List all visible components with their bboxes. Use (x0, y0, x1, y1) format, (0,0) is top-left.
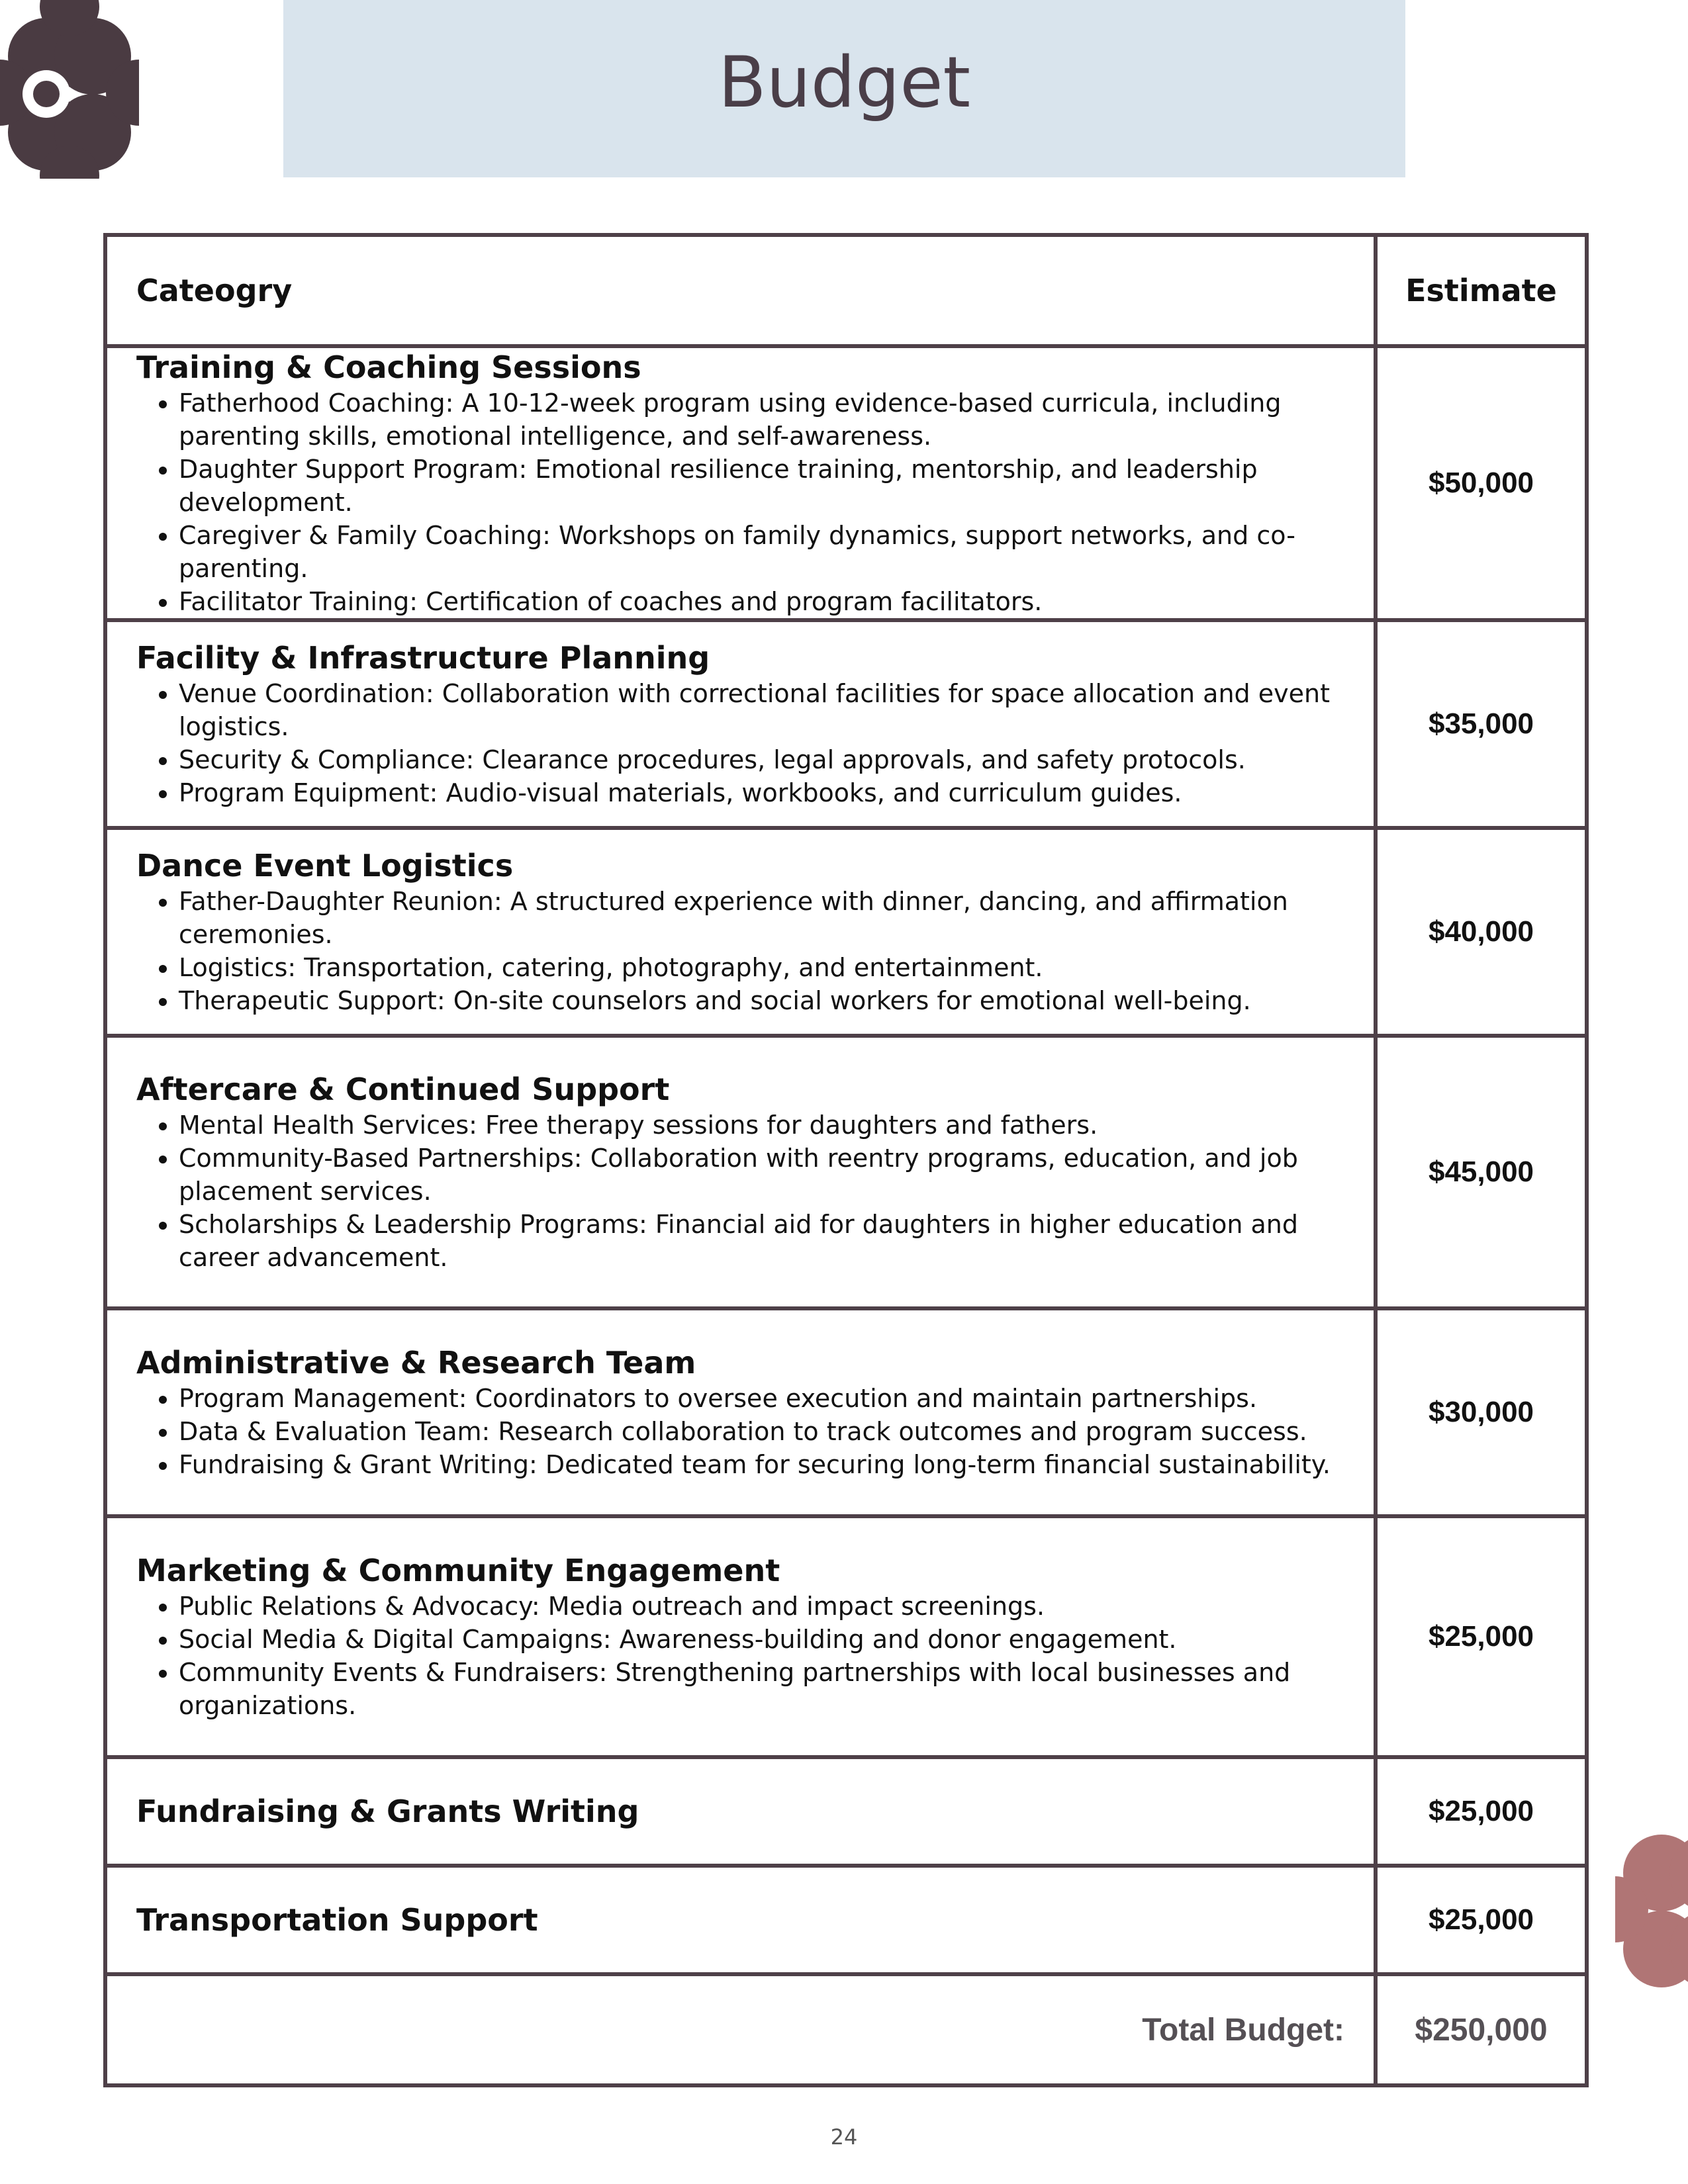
estimate-value: $35,000 (1376, 620, 1587, 828)
budget-table (103, 233, 1589, 2087)
estimate-value: $25,000 (1376, 1757, 1587, 1866)
category-cell (105, 620, 1376, 828)
list-item: • Logistics: Transportation, catering, photography, and entertainment. (179, 951, 1354, 984)
table-row (105, 1036, 1587, 1308)
total-budget-value: $250,000 (1376, 1974, 1587, 2085)
list-item: • Scholarships & Leadership Programs: Financial aid for daughters in higher education and career advancement. (179, 1208, 1354, 1274)
category-title: Facility & Infrastructure Planning (136, 640, 710, 676)
column-header-category: Cateogry (105, 235, 1376, 346)
estimate-value: $40,000 (1376, 828, 1587, 1036)
table-row (105, 1308, 1587, 1516)
flower-icon (0, 0, 139, 179)
list-item: • Program Management: Coordinators to oversee execution and maintain partnerships. (179, 1382, 1354, 1415)
table-row (105, 1757, 1587, 1866)
category-cell (105, 1036, 1376, 1308)
list-item: • Social Media & Digital Campaigns: Awareness-building and donor engagement. (179, 1623, 1354, 1656)
list-item: • Therapeutic Support: On-site counselors and social workers for emotional well-being. (179, 984, 1354, 1017)
category-title: Administrative & Research Team (136, 1345, 696, 1381)
category-bullets (136, 1382, 1354, 1481)
list-item: • Data & Evaluation Team: Research collaboration to track outcomes and program success. (179, 1415, 1354, 1448)
category-bullets (136, 885, 1354, 1017)
total-budget-label: Total Budget: (105, 1974, 1376, 2085)
category-cell (105, 1866, 1376, 1974)
category-title: Training & Coaching Sessions (136, 349, 641, 385)
table-row (105, 620, 1587, 828)
page-title: Budget (718, 42, 971, 123)
list-item: • Community-Based Partnerships: Collaboration with reentry programs, education, and job placement services. (179, 1142, 1354, 1208)
list-item: • Father-Daughter Reunion: A structured experience with dinner, dancing, and affirmation ceremonies. (179, 885, 1354, 951)
page-number: 24 (830, 2124, 858, 2150)
table-row (105, 346, 1587, 620)
list-item: • Community Events & Fundraisers: Strengthening partnerships with local businesses and organizations. (179, 1656, 1354, 1722)
list-item: • Daughter Support Program: Emotional resilience training, mentorship, and leadership development. (179, 453, 1354, 519)
table-row (105, 828, 1587, 1036)
list-item: • Caregiver & Family Coaching: Workshops on family dynamics, support networks, and co-parenting. (179, 519, 1354, 585)
category-title: Marketing & Community Engagement (136, 1553, 780, 1588)
estimate-value: $45,000 (1376, 1036, 1587, 1308)
category-bullets (136, 1109, 1354, 1274)
category-bullets (136, 677, 1354, 809)
category-bullets (136, 387, 1354, 618)
estimate-value: $25,000 (1376, 1516, 1587, 1757)
category-cell (105, 346, 1376, 620)
estimate-value: $25,000 (1376, 1866, 1587, 1974)
category-cell (105, 1308, 1376, 1516)
table-row (105, 1516, 1587, 1757)
list-item: • Public Relations & Advocacy: Media outreach and impact screenings. (179, 1590, 1354, 1623)
table-header-row (105, 235, 1587, 346)
title-banner (283, 0, 1405, 177)
list-item: • Venue Coordination: Collaboration with correctional facilities for space allocation and event logistics. (179, 677, 1354, 743)
list-item: • Fundraising & Grant Writing: Dedicated team for securing long-term financial sustainability. (179, 1448, 1354, 1481)
category-title: Transportation Support (136, 1902, 538, 1938)
list-item: • Fatherhood Coaching: A 10-12-week program using evidence-based curricula, including parenting skills, emotional intelligence, and self-awareness. (179, 387, 1354, 453)
estimate-value: $50,000 (1376, 346, 1587, 620)
total-row (105, 1974, 1587, 2085)
column-header-estimate: Estimate (1376, 235, 1587, 346)
estimate-value: $30,000 (1376, 1308, 1587, 1516)
category-title: Aftercare & Continued Support (136, 1071, 670, 1107)
category-title: Fundraising & Grants Writing (136, 1794, 639, 1829)
category-cell (105, 1516, 1376, 1757)
category-bullets (136, 1590, 1354, 1722)
category-cell (105, 1757, 1376, 1866)
list-item: • Security & Compliance: Clearance procedures, legal approvals, and safety protocols. (179, 743, 1354, 776)
list-item: • Facilitator Training: Certification of coaches and program facilitators. (179, 585, 1354, 618)
table-row (105, 1866, 1587, 1974)
category-title: Dance Event Logistics (136, 848, 514, 884)
list-item: • Mental Health Services: Free therapy sessions for daughters and fathers. (179, 1109, 1354, 1142)
flower-icon (1615, 1817, 1688, 2002)
category-cell (105, 828, 1376, 1036)
list-item: • Program Equipment: Audio-visual materials, workbooks, and curriculum guides. (179, 776, 1354, 809)
